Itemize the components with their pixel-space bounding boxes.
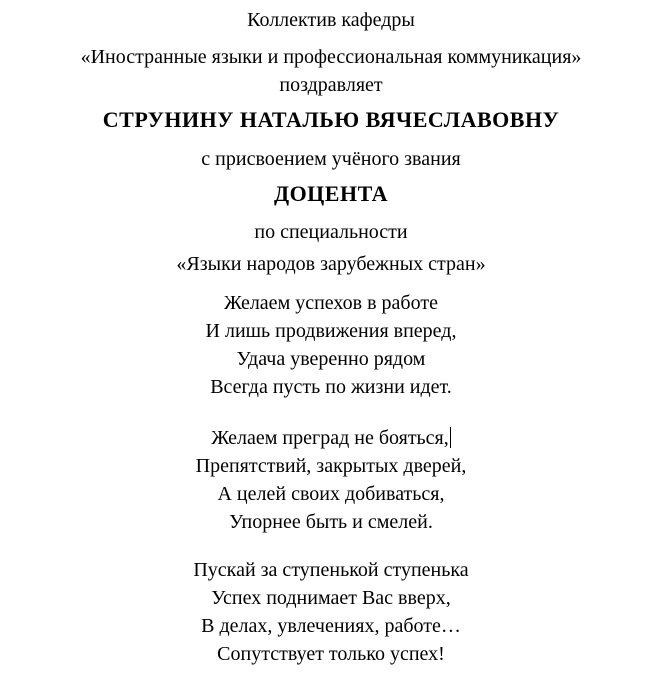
poem-line: Сопутствует только успех! — [217, 643, 445, 665]
poem-line: Пускай за ступенькой ступенька — [193, 559, 469, 581]
poem-line: Всегда пусть по жизни идет. — [210, 376, 452, 398]
poem-line: Упорнее быть и смелей. — [229, 511, 433, 533]
academic-title: ДОЦЕНТА — [273, 181, 389, 206]
poem-stanza-2 — [0, 424, 662, 536]
poem-line: И лишь продвижения вперед, — [205, 320, 457, 342]
collective-line: Коллектив кафедры — [247, 9, 415, 31]
poem-line-text: Желаем преград не бояться, — [211, 427, 449, 449]
poem-line: Удача уверенно рядом — [236, 348, 426, 370]
specialty-intro-line: по специальности — [254, 221, 408, 243]
poem-line: А целей своих добиваться, — [217, 483, 445, 505]
poem-stanza-1 — [0, 289, 662, 401]
award-intro-line: с присвоением учёного звания — [201, 148, 461, 170]
text-cursor — [450, 427, 451, 448]
organization-paragraph — [0, 43, 662, 99]
poem-stanza-3 — [0, 556, 662, 668]
poem-line: В делах, увлечениях, работе… — [201, 615, 461, 637]
department-line: «Иностранные языки и профессиональная коммуникация» — [80, 46, 582, 68]
poem-line: Препятствий, закрытых дверей, — [195, 455, 467, 477]
poem-line-with-cursor — [0, 424, 662, 452]
recipient-name: СТРУНИНУ НАТАЛЬЮ ВЯЧЕСЛАВОВНУ — [102, 107, 560, 132]
specialty-name-line: «Языки народов зарубежных стран» — [176, 253, 486, 275]
poem-line: Желаем успехов в работе — [224, 292, 438, 314]
poem-line: Успех поднимает Вас вверх, — [211, 587, 451, 609]
congratulates-line: поздравляет — [279, 74, 383, 96]
